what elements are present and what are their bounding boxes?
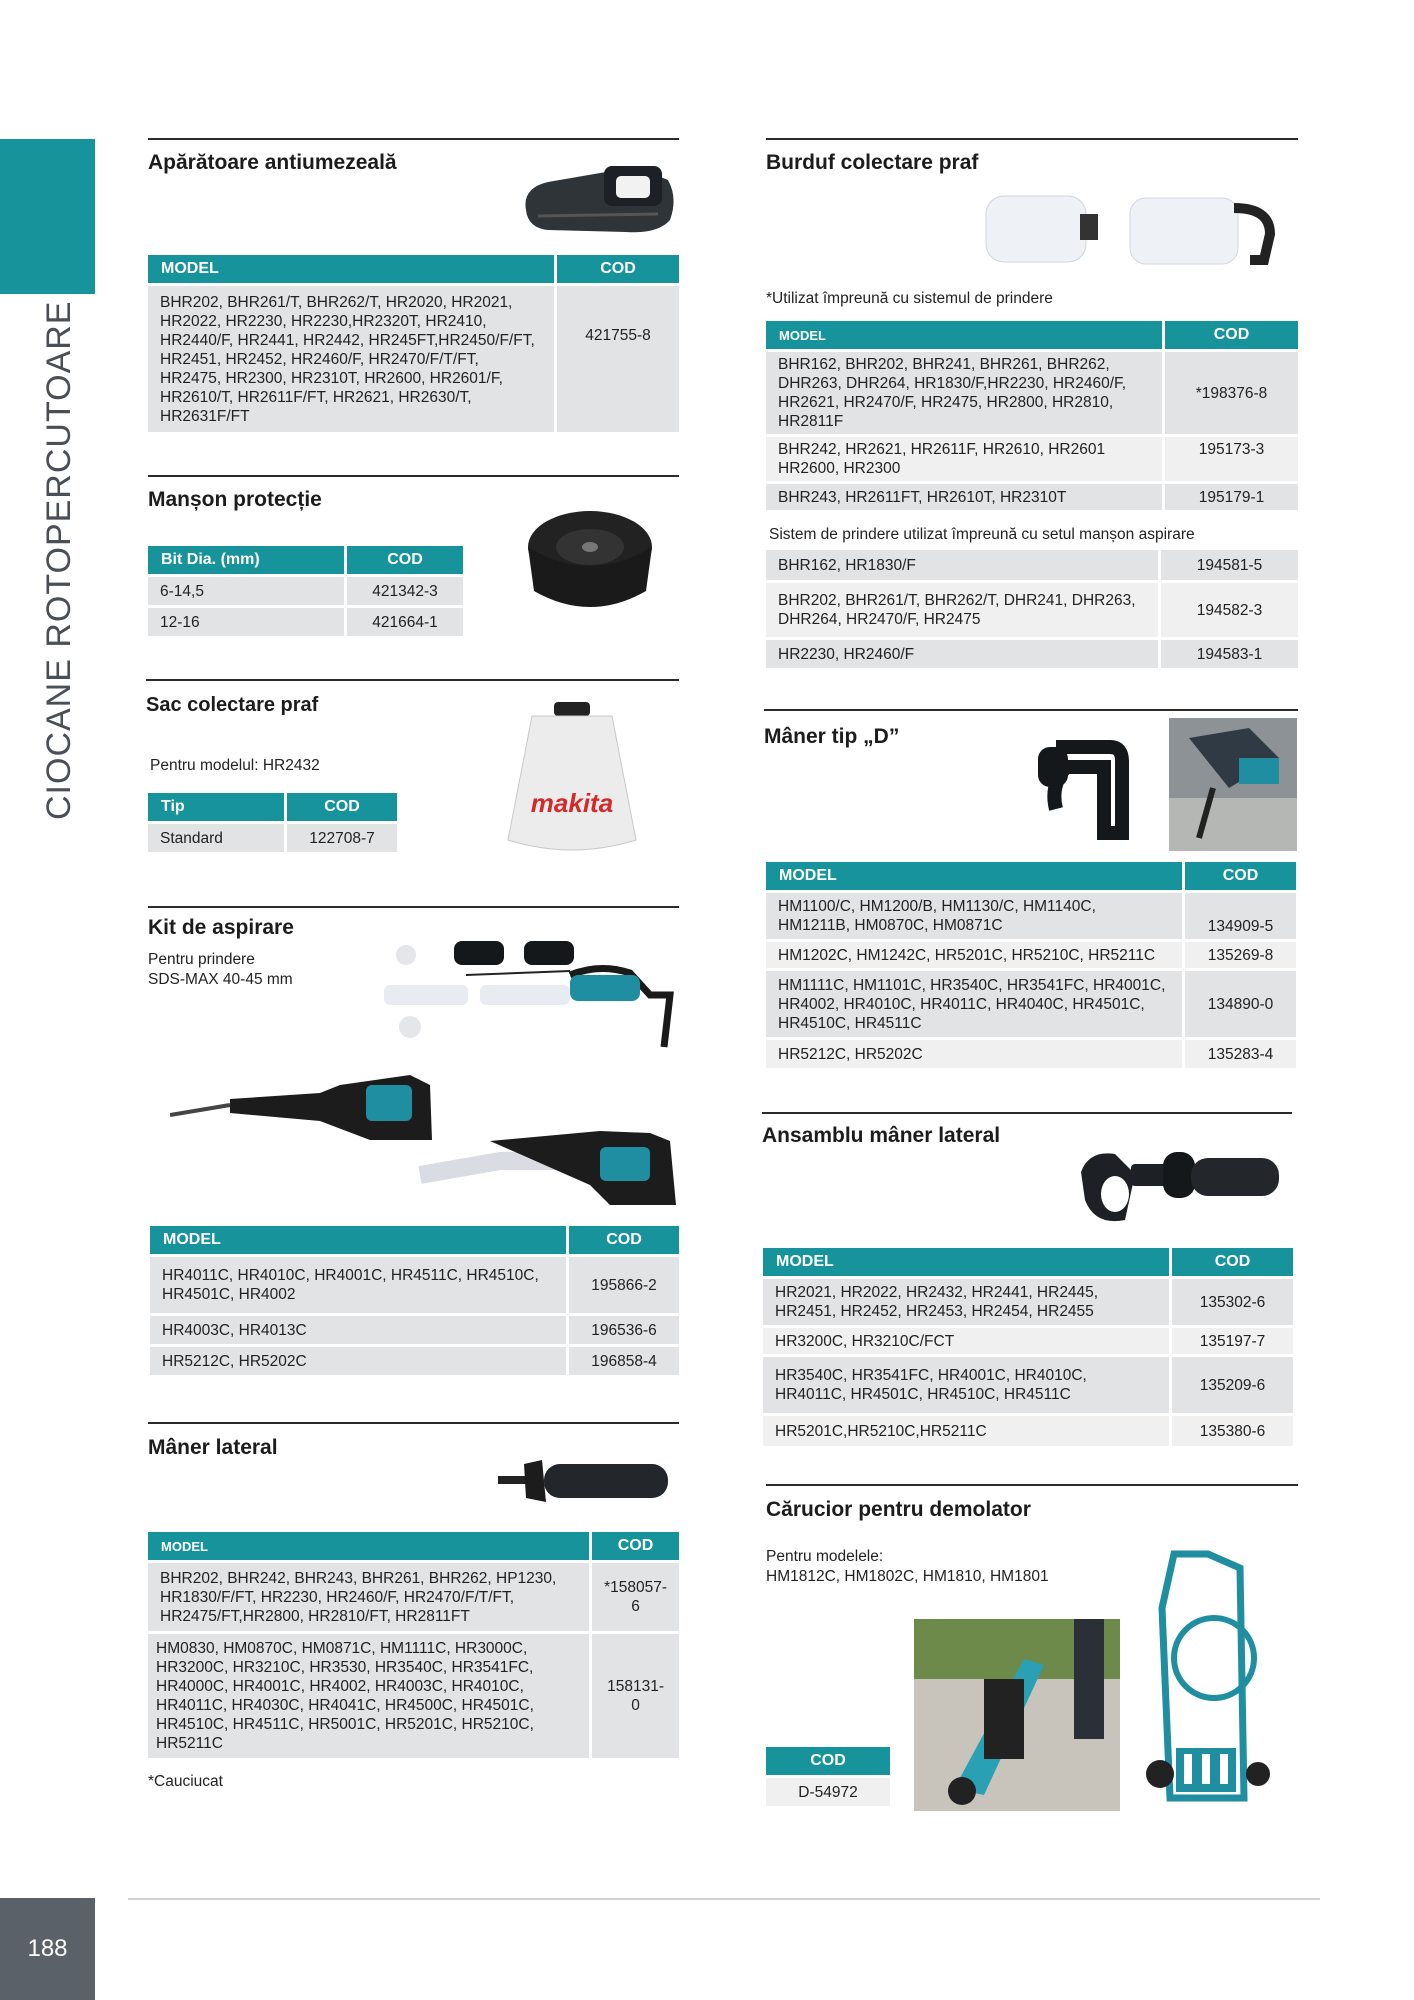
table-row: BHR242, HR2621, HR2611F, HR2610, HR2601 HR2600, HR2300 195173-3 — [766, 437, 1298, 481]
burduf-table — [763, 318, 1301, 513]
carucior-note-line1: Pentru modelele: — [766, 1548, 884, 1565]
column-header-cod: COD — [557, 255, 679, 283]
table-row: D-54972 — [766, 1778, 890, 1806]
divider — [148, 475, 679, 477]
column-header-cod: COD — [1185, 862, 1296, 890]
kit-table — [147, 1223, 682, 1378]
footer-divider — [128, 1898, 1320, 1900]
carucior-product-image — [1140, 1548, 1270, 1816]
kit-note-line1: Pentru prindere — [148, 951, 255, 968]
divider — [148, 1422, 679, 1424]
sac-note: Pentru modelul: HR2432 — [150, 757, 320, 774]
column-header-model: MODEL — [148, 1532, 589, 1560]
table-row: BHR202, BHR261/T, BHR262/T, DHR241, DHR263, DHR264, HR2470/F, HR2475 194582-3 — [766, 583, 1298, 637]
sac-product-image — [502, 700, 642, 860]
column-header-model: MODEL — [763, 1248, 1169, 1276]
section-vertical-title: CIOCANE ROTOPERCUTOARE — [40, 300, 78, 820]
column-header-model: MODEL — [148, 255, 554, 283]
carucior-usage-photo — [914, 1619, 1120, 1811]
table-row: HR5212C, HR5202C 196858-4 — [150, 1347, 679, 1375]
table-row: HR3200C, HR3210C/FCT 135197-7 — [763, 1328, 1293, 1354]
makita-logo: makita — [530, 788, 614, 818]
divider — [762, 1112, 1292, 1114]
column-header-model: MODEL — [150, 1226, 566, 1254]
section-title-burduf: Burduf colectare praf — [766, 151, 979, 174]
burduf-product-image — [980, 190, 1290, 280]
maner-d-table — [763, 859, 1299, 1071]
column-header-bit-dia: Bit Dia. (mm) — [148, 546, 344, 574]
table-row: Standard 122708-7 — [148, 824, 397, 852]
table-row: 6-14,5 421342-3 — [148, 577, 463, 605]
table-row: HM1111C, HM1101C, HR3540C, HR3541FC, HR4001C, HR4002, HR4010C, HR4011C, HR4040C, HR4501C, HR4510C, HR4511C 134890-0 — [766, 971, 1296, 1037]
kit-product-image — [170, 935, 686, 1211]
section-title-ansamblu: Ansamblu mâner lateral — [762, 1124, 1001, 1147]
table-row: 12-16 421664-1 — [148, 608, 463, 636]
burduf-prindere-table — [763, 547, 1301, 671]
column-header-cod: COD — [1165, 321, 1298, 349]
carucior-table — [763, 1744, 893, 1809]
table-row: HM1202C, HM1242C, HR5201C, HR5210C, HR5211C 135269-8 — [766, 942, 1296, 968]
column-header-cod: COD — [287, 793, 397, 821]
table-row: HM0830, HM0870C, HM0871C, HM1111C, HR3000C, HR3200C, HR3210C, HR3530, HR3540C, HR3541FC, HR4000C, HR4001C, HR4002, HR4003C, HR4010C, HR4011C, HR4030C, HR4041C, HR4500C, HR4501C, HR4510C, HR4511C, HR5001C, HR5201C, HR5210C, HR5211C 158131-0 — [148, 1634, 679, 1758]
maner-d-product-image — [1036, 733, 1130, 845]
divider — [148, 138, 679, 140]
divider — [764, 709, 1298, 711]
section-title-aparatoare: Apărătoare antiumezeală — [148, 151, 397, 174]
table-row: HR3540C, HR3541FC, HR4001C, HR4010C, HR4011C, HR4501C, HR4510C, HR4511C 135209-6 — [763, 1357, 1293, 1413]
column-header-model: MODEL — [766, 862, 1182, 890]
kit-note-line2: SDS-MAX 40-45 mm — [148, 971, 293, 988]
divider — [766, 138, 1298, 140]
carucior-note-line2: HM1812C, HM1802C, HM1810, HM1801 — [766, 1568, 1049, 1585]
maner-lateral-table — [145, 1529, 682, 1761]
page-number: 188 — [0, 1898, 95, 2000]
maner-lateral-product-image — [496, 1450, 674, 1512]
ansamblu-table — [760, 1245, 1296, 1449]
sac-table — [145, 790, 400, 855]
section-title-kit: Kit de aspirare — [148, 916, 294, 939]
column-header-cod: COD — [347, 546, 463, 574]
table-row: BHR243, HR2611FT, HR2610T, HR2310T 195179-1 — [766, 484, 1298, 510]
maner-d-usage-photo — [1169, 718, 1297, 851]
divider — [766, 1484, 1298, 1486]
section-title-carucior: Cărucior pentru demolator — [766, 1498, 1031, 1521]
table-row: HR2021, HR2022, HR2432, HR2441, HR2445, HR2451, HR2452, HR2453, HR2454, HR2455 135302-6 — [763, 1279, 1293, 1325]
column-header-cod: COD — [766, 1747, 890, 1775]
burduf-note: *Utilizat împreună cu sistemul de prindere — [766, 290, 1053, 307]
table-row: BHR202, BHR242, BHR243, BHR261, BHR262, HP1230, HR1830/F/FT, HR2230, HR2460/F, HR2470/F/T/FT, HR2475/FT,HR2800, HR2810/FT, HR2811FT *158057-6 — [148, 1563, 679, 1631]
column-header-cod: COD — [1172, 1248, 1293, 1276]
table-row: BHR162, BHR202, BHR241, BHR261, BHR262, DHR263, DHR264, HR1830/F,HR2230, HR2460/F, HR2621, HR2470/F, HR2475, HR2800, HR2810, HR2811F *198376-8 — [766, 352, 1298, 434]
table-row: HM1100/C, HM1200/B, HM1130/C, HM1140C, HM1211B, HM0870C, HM0871C 134909-5 — [766, 893, 1296, 939]
table-row: HR4011C, HR4010C, HR4001C, HR4511C, HR4510C, HR4501C, HR4002 195866-2 — [150, 1257, 679, 1313]
column-header-model: MODEL — [766, 321, 1162, 349]
section-title-sac: Sac colectare praf — [146, 694, 319, 716]
table-row: HR2230, HR2460/F 194583-1 — [766, 640, 1298, 668]
table-row: BHR202, BHR261/T, BHR262/T, HR2020, HR2021, HR2022, HR2230, HR2230,HR2320T, HR2410, HR2440/F, HR2441, HR2442, HR245FT,HR2450/F/FT, HR2451, HR2452, HR2460/F, HR2470/F/T/FT, HR2475, HR2300, HR2310T, HR2600, HR2601/F, HR2610/T, HR2611F/FT, HR2621, HR2630/T, HR2631F/FT 421755-8 — [148, 286, 679, 432]
column-header-tip: Tip — [148, 793, 284, 821]
aparatoare-table — [145, 252, 682, 435]
section-title-manson: Manșon protecție — [148, 488, 322, 511]
table-row: HR5212C, HR5202C 135283-4 — [766, 1040, 1296, 1068]
aparatoare-product-image — [518, 158, 680, 238]
manson-product-image — [524, 505, 656, 617]
table-row: HR5201C,HR5210C,HR5211C 135380-6 — [763, 1416, 1293, 1446]
section-title-maner-lateral: Mâner lateral — [148, 1436, 278, 1459]
sidebar-accent-block — [0, 139, 95, 294]
divider — [146, 679, 679, 681]
ansamblu-product-image — [1075, 1130, 1285, 1232]
column-header-cod: COD — [592, 1532, 679, 1560]
section-title-maner-d: Mâner tip „D” — [764, 725, 900, 748]
table-row: HR4003C, HR4013C 196536-6 — [150, 1316, 679, 1344]
maner-lateral-footnote: *Cauciucat — [148, 1773, 223, 1790]
column-header-cod: COD — [569, 1226, 679, 1254]
divider — [148, 906, 679, 908]
burduf-sub-note: Sistem de prindere utilizat împreună cu setul manșon aspirare — [769, 526, 1195, 543]
manson-table — [145, 543, 466, 639]
table-row: BHR162, HR1830/F 194581-5 — [766, 550, 1298, 580]
